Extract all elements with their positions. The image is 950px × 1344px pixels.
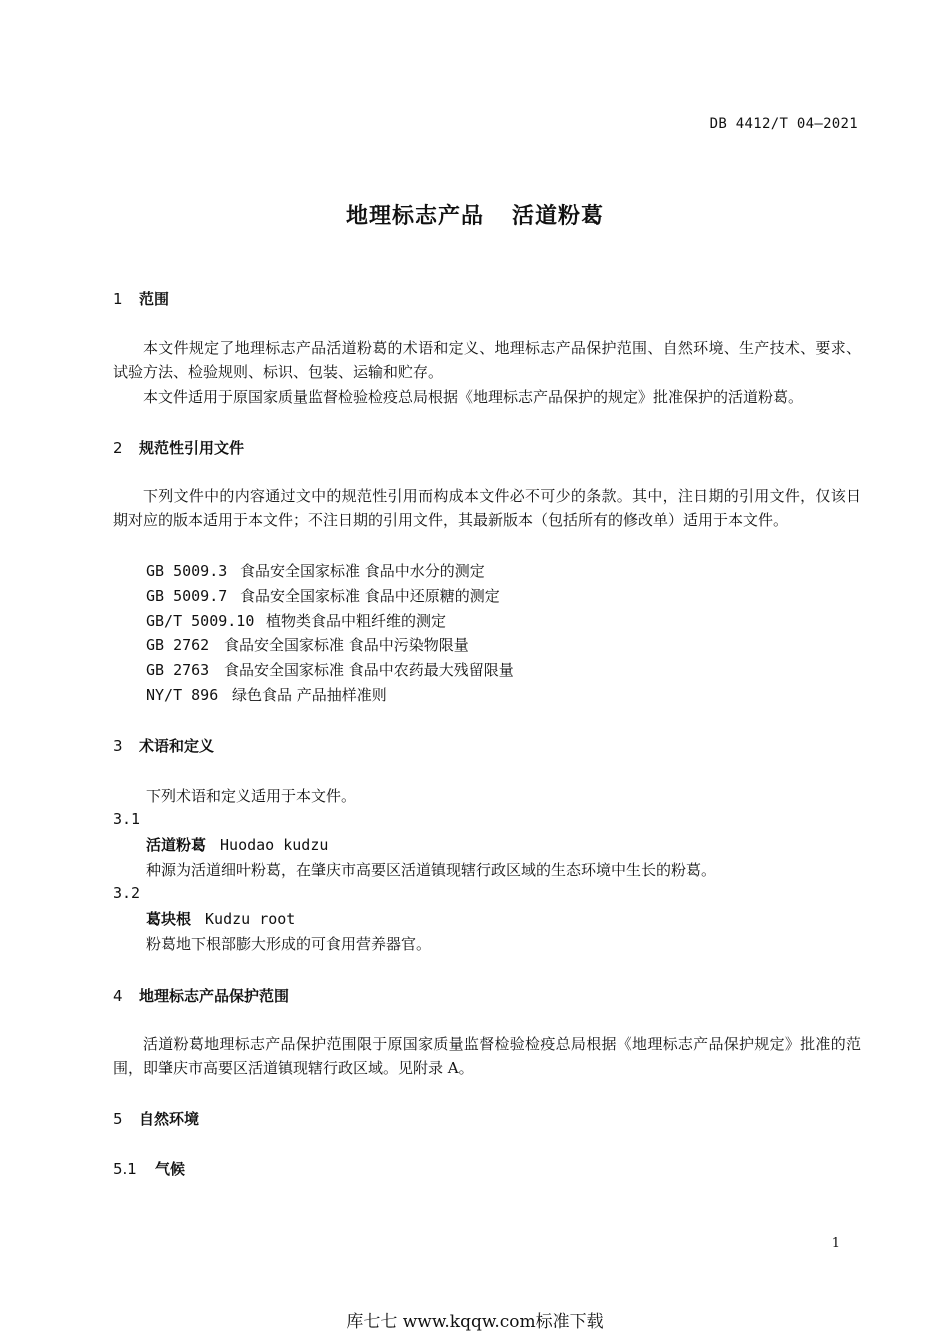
- section-number: 2: [113, 439, 123, 457]
- term-entry: [146, 908, 295, 929]
- term-entry: [146, 834, 328, 855]
- standard-code: DB 4412/T 04—2021: [709, 116, 858, 132]
- subsection-title: 气候: [155, 1160, 186, 1178]
- reference-code: GB 5009.3: [146, 562, 228, 580]
- section-4-heading: [113, 985, 289, 1006]
- term-definition: 粉葛地下根部膨大形成的可食用营养器官。: [146, 935, 432, 953]
- section-number: 1: [113, 290, 123, 308]
- term-chinese: 活道粉葛: [146, 836, 207, 854]
- title-part-1: 地理标志产品: [345, 204, 484, 229]
- reference-title: 绿色食品 产品抽样准则: [232, 686, 387, 704]
- section-2-heading: [113, 437, 244, 458]
- section-5-heading: [113, 1108, 199, 1129]
- reference-code: NY/T 896: [146, 686, 219, 704]
- reference-item: [146, 684, 387, 705]
- section-2-paragraph-1: 下列文件中的内容通过文中的规范性引用而构成本文件必不可少的条款。其中，注日期的引用文件，仅该日期对应的版本适用于本文件；不注日期的引用文件，其最新版本（包括所有的修改单）适用于本文件。: [113, 487, 861, 529]
- section-1-heading: [113, 288, 169, 309]
- section-title: 规范性引用文件: [139, 439, 245, 457]
- reference-item: [146, 585, 500, 606]
- term-english: Kudzu root: [205, 910, 296, 928]
- reference-item: [146, 659, 514, 680]
- section-1-paragraph-1: 本文件规定了地理标志产品活道粉葛的术语和定义、地理标志产品保护范围、自然环境、生产技术、要求、试验方法、检验规则、标识、包装、运输和贮存。: [113, 339, 861, 381]
- reference-title: 食品安全国家标准 食品中还原糖的测定: [240, 587, 500, 605]
- term-chinese: 葛块根: [146, 910, 192, 928]
- reference-code: GB 5009.7: [146, 587, 228, 605]
- term-definition: 种源为活道细叶粉葛，在肇庆市高要区活道镇现辖行政区域的生态环境中生长的粉葛。: [146, 861, 717, 879]
- reference-item: [146, 560, 485, 581]
- section-3-paragraph-1: 下列术语和定义适用于本文件。: [146, 787, 357, 805]
- section-number: 4: [113, 987, 123, 1005]
- title-part-2: 活道粉葛: [512, 204, 605, 229]
- reference-code: GB 2763: [146, 661, 210, 679]
- reference-code: GB/T 5009.10: [146, 612, 255, 630]
- section-title: 范围: [139, 290, 170, 308]
- section-title: 术语和定义: [139, 737, 215, 755]
- reference-code: GB 2762: [146, 636, 210, 654]
- subsection-5-1-heading: [113, 1158, 185, 1179]
- reference-title: 植物类食品中粗纤维的测定: [266, 612, 447, 630]
- subsection-number: 5.1: [113, 1160, 137, 1178]
- term-number: 3.2: [113, 884, 141, 902]
- reference-item: [146, 610, 446, 631]
- reference-item: [146, 634, 469, 655]
- section-title: 自然环境: [139, 1110, 200, 1128]
- page-number: 1: [831, 1236, 840, 1251]
- term-number: 3.1: [113, 810, 141, 828]
- section-3-heading: [113, 735, 214, 756]
- section-1-paragraph-2: 本文件适用于原国家质量监督检验检疫总局根据《地理标志产品保护的规定》批准保护的活道粉葛。: [143, 388, 804, 406]
- term-english: Huodao kudzu: [220, 836, 329, 854]
- section-number: 5: [113, 1110, 123, 1128]
- reference-title: 食品安全国家标准 食品中农药最大残留限量: [224, 661, 514, 679]
- footer-watermark: 库七七 www.kqqw.com标准下载: [346, 1312, 604, 1332]
- reference-title: 食品安全国家标准 食品中水分的测定: [240, 562, 485, 580]
- section-number: 3: [113, 737, 123, 755]
- document-title: [0, 199, 950, 230]
- section-4-paragraph-1: 活道粉葛地理标志产品保护范围限于原国家质量监督检验检疫总局根据《地理标志产品保护规定》批准的范围，即肇庆市高要区活道镇现辖行政区域。见附录 A。: [113, 1035, 861, 1077]
- section-title: 地理标志产品保护范围: [139, 987, 290, 1005]
- reference-title: 食品安全国家标准 食品中污染物限量: [224, 636, 469, 654]
